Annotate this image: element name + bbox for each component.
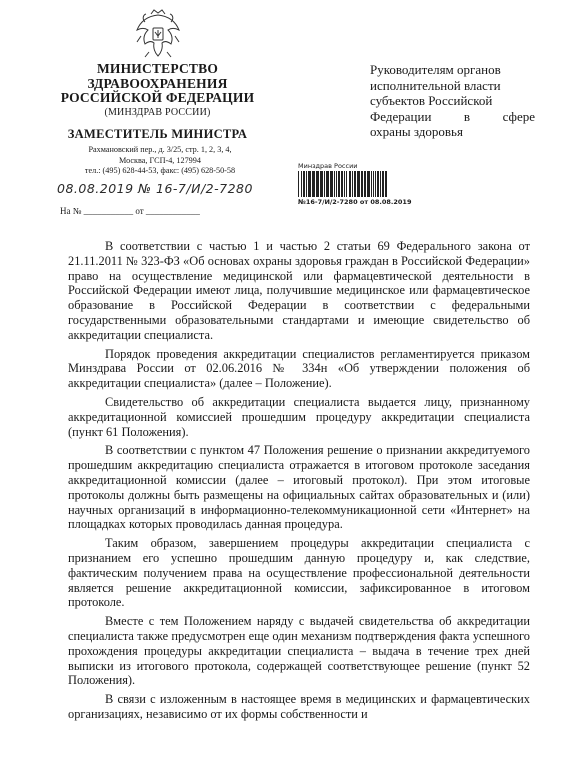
ministry-name-line: РОССИЙСКОЙ ФЕДЕРАЦИИ [60,90,255,105]
body-paragraph: Вместе с тем Положением наряду с выдачей свидетельства об аккредитации специалиста также предусмотрен еще один механизм подтверждения факта успешного прохождения процедуры аккредитации специалиста – выдача в течение трех дней выписки из итогового протокола, содержащей соответствующее решение (пункт 52 Положения). [68,614,530,688]
coat-of-arms-emblem [131,6,185,62]
recipient-block [370,62,535,140]
body-paragraph: Таким образом, завершением процедуры аккредитации специалиста с признанием его успешно прошедшим данную процедуру и, как следствие, фактическим получением права на осуществление профессиональной деятельности является решение аккредитационной комиссии, зафиксированное в итоговом протоколе. [68,536,530,610]
recipient-line: субъектов Российской [370,93,493,109]
ministry-name-line: ЗДРАВООХРАНЕНИЯ [87,75,228,91]
recipient-line: Федерации в сфере [370,108,535,124]
address-line: Москва, ГСП-4, 127994 [119,155,201,165]
recipient-line: Руководителям органов [370,62,501,77]
ministry-name-line: МИНИСТЕРСТВО [96,61,219,76]
ministry-name-block [55,62,260,119]
body-paragraph: В соответствии с пунктом 47 Положения решение о признании аккредитуемого прошедшим аккредитацию специалиста отражается в итоговом протоколе заседания аккредитационной комиссии (далее – итоговый протокол). При этом итоговые протоколы должны быть размещены на официальных сайтах образовательных и (или) научных организаций в информационно-телекоммуникационной сети «Интернет» на площадках которых проводилась данная процедура. [68,443,530,532]
address-line: Рахмановский пер., д. 3/25, стр. 1, 2, 3, 4, [88,145,232,154]
deputy-minister-title: ЗАМЕСТИТЕЛЬ МИНИСТРА [67,127,248,141]
handwritten-outgoing-reference: 08.08.2019 № 16-7/И/2-7280 [57,181,253,196]
ministry-abbreviation: (МИНЗДРАВ РОССИИ) [104,106,211,118]
ministry-address [60,145,260,177]
body-paragraph: В связи с изложенным в настоящее время в медицинских и фармацевтических организациях, независимо от их формы собственности и [68,692,530,721]
address-line: тел.: (495) 628-44-53, факс: (495) 628-50-58 [84,166,236,175]
body-paragraph: Порядок проведения аккредитации специалистов регламентируется приказом Минздрава России от 02.06.2016 № 334н «Об утверждении положения об аккредитации специалиста» (далее – Положение). [68,346,530,391]
reply-reference-line: На № ___________ от ____________ [60,206,200,216]
body-paragraph: В соответствии с частью 1 и частью 2 статьи 69 Федерального закона от 21.11.2011 № 323-ФЗ «Об основах охраны здоровья граждан в Российской Федерации» право на осуществление медицинской или фармацевтической деятельности в Российской Федерации имеют лица, получившие медицинское или фармацевтическое образование в Российской Федерации в соответствии с федеральными государственными образовательными стандартами и имеющие свидетельство об аккредитации специалиста. [68,239,530,342]
registration-stamp [298,162,411,206]
recipient-line: исполнительной власти [370,77,501,93]
barcode-icon [298,171,390,197]
body-paragraph: Свидетельство об аккредитации специалиста выдается лицу, признанному аккредитационной комиссией прошедшим процедуру аккредитации специалиста (пункт 61 Положения). [68,394,530,439]
registration-number: №16-7/И/2-7280 от 08.08.2019 [298,198,412,206]
letter-body [68,239,530,726]
recipient-line: охраны здоровья [370,124,463,140]
stamp-label: Минздрав России [298,162,358,170]
